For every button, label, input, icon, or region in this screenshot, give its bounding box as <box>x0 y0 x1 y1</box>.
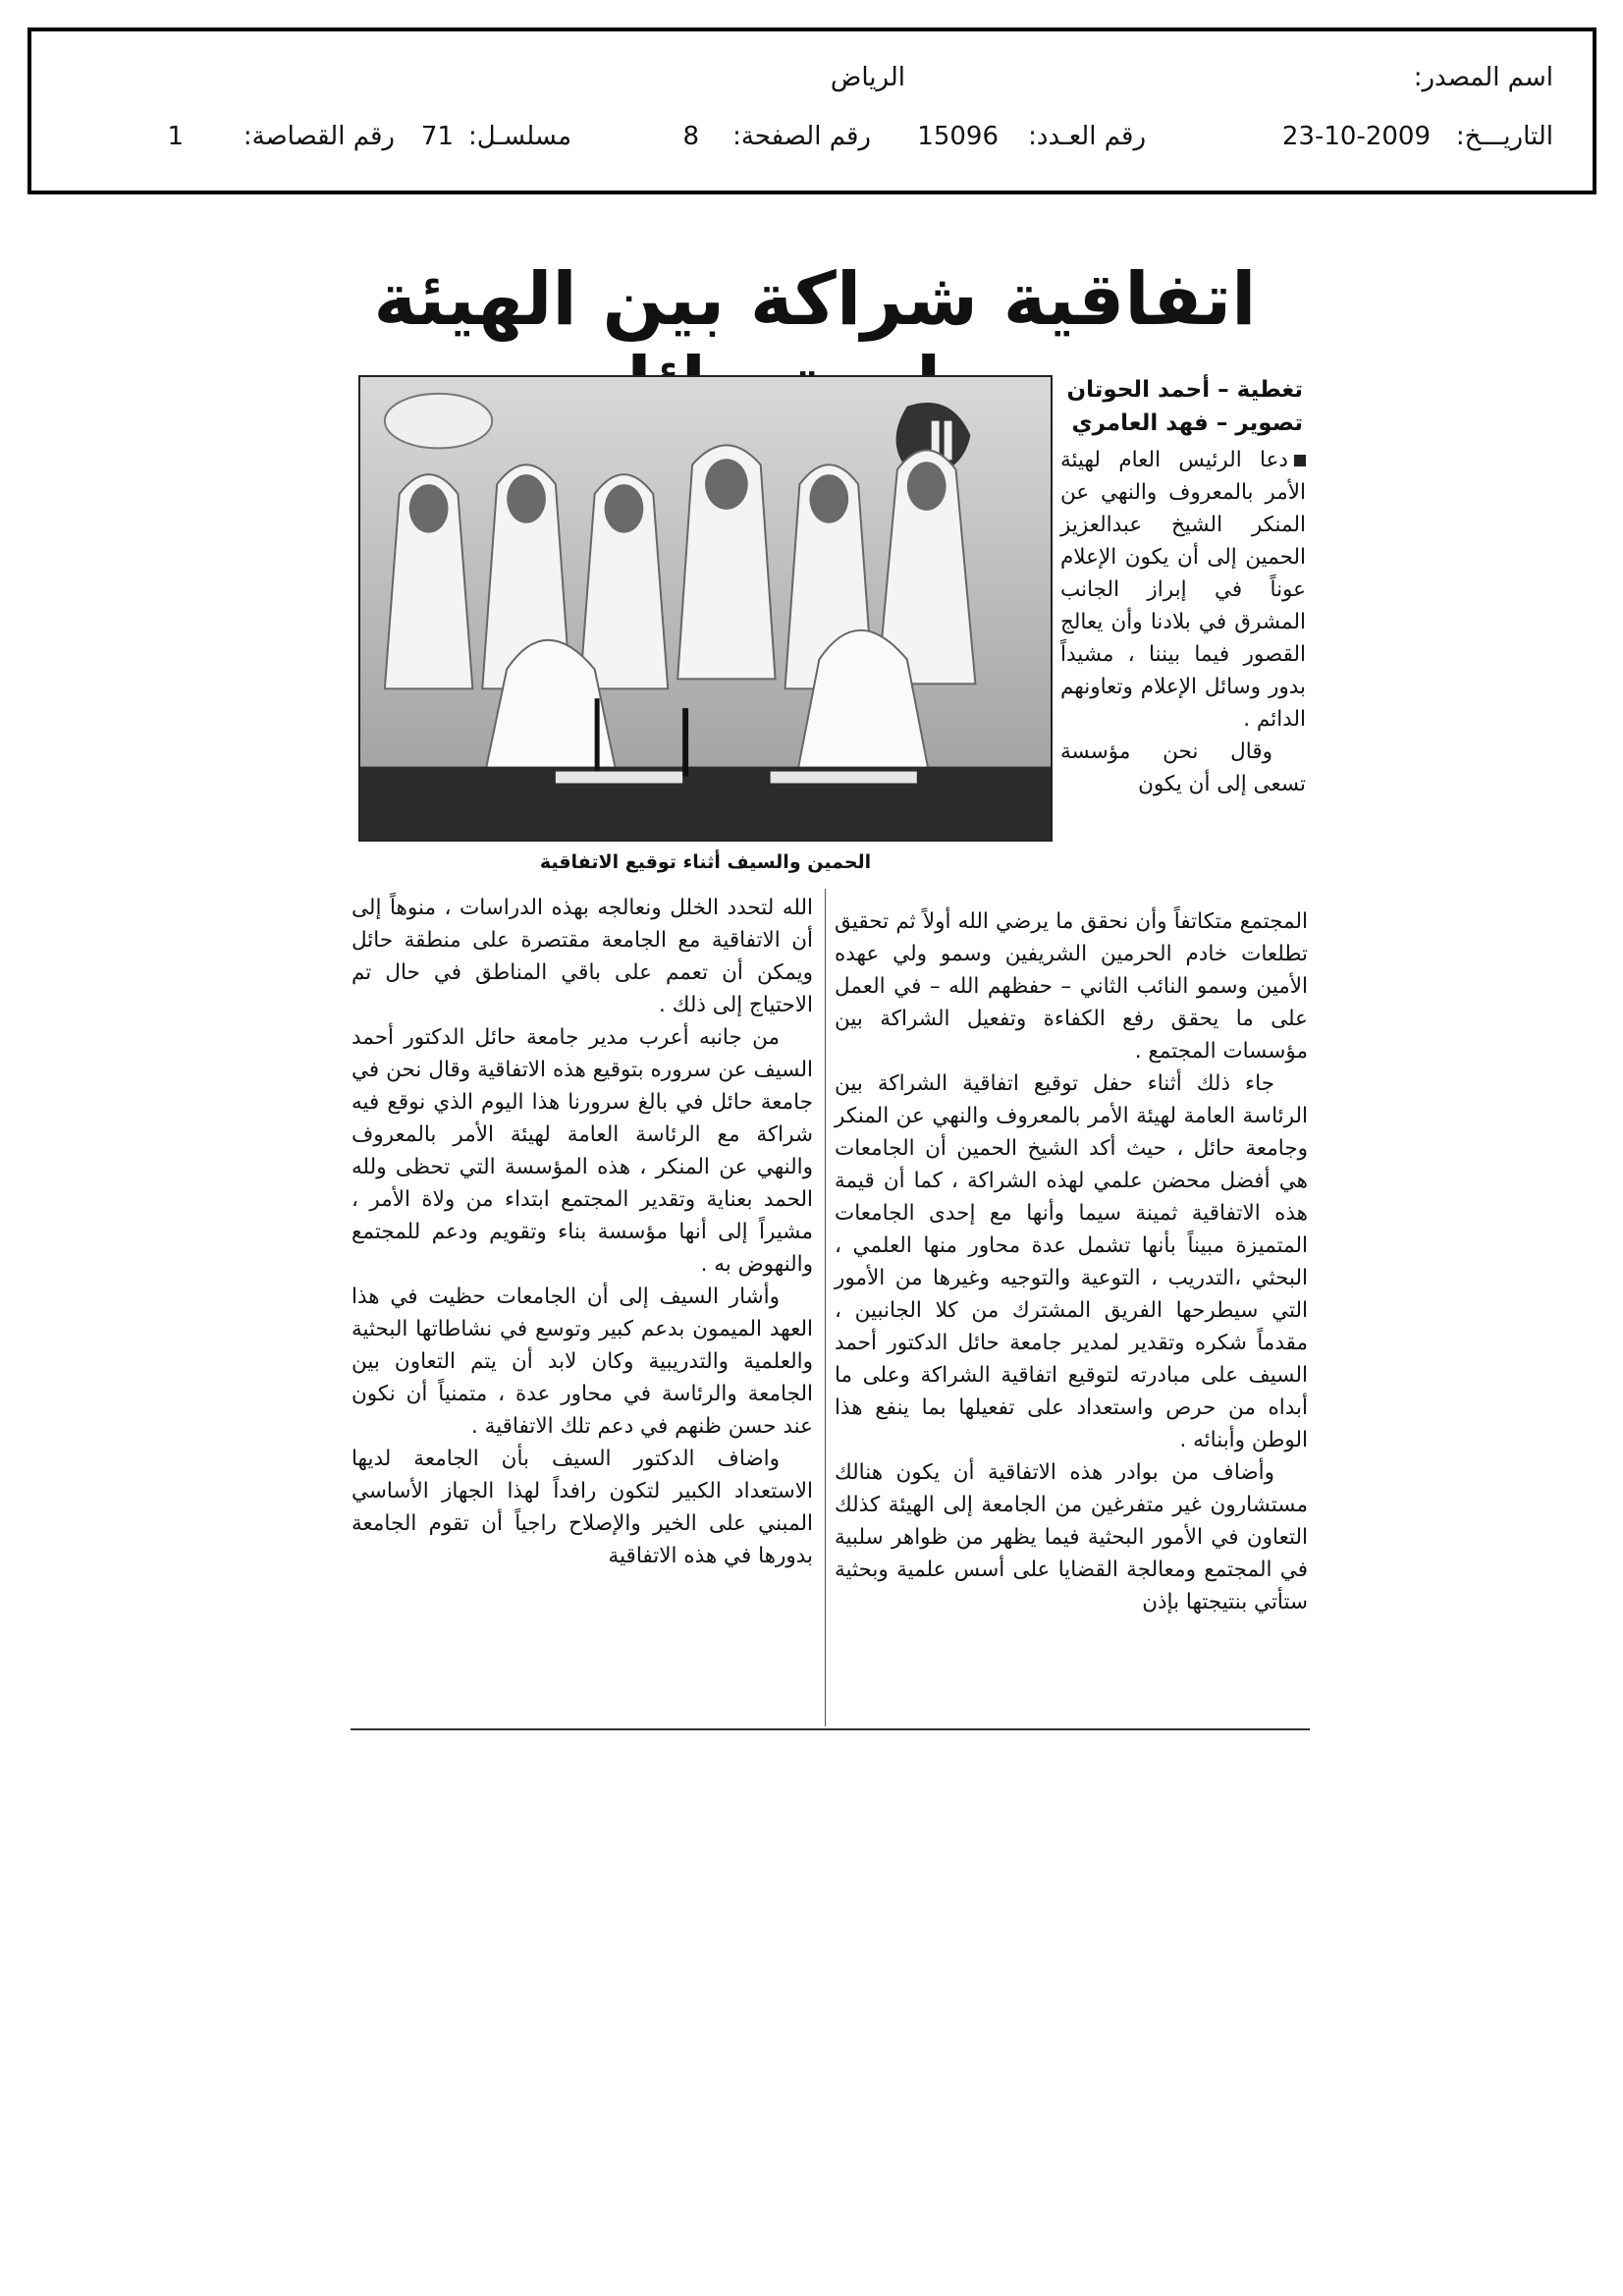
article-column-right <box>1060 444 1306 800</box>
source-label: اسم المصدر: <box>1413 63 1553 92</box>
article-bottom-rule <box>351 1728 1310 1730</box>
bullet-square-icon <box>1294 455 1306 466</box>
paragraph: الله لتحدد الخلل ونعالجه بهذه الدراسات ، منوهاً إلى أن الاتفاقية مع الجامعة مقتصرة على منطقة حائل ويمكن أن تعمم على باقي المناطق في حال تم الاحتياج إلى ذلك . <box>352 896 813 1017</box>
clip-label: رقم القصاصة: <box>243 122 395 151</box>
paragraph <box>1060 444 1306 736</box>
issue-value: 15096 <box>917 122 999 151</box>
byline-photography: تصوير – فهد العامري <box>1071 410 1303 436</box>
article-column-middle <box>835 905 1308 1618</box>
header-row-details <box>71 122 1553 171</box>
photo-caption: الحمين والسيف أثناء توقيع الاتفاقية <box>539 851 872 873</box>
clipping-metadata-box <box>27 27 1596 194</box>
clip-value: 1 <box>167 122 184 151</box>
page-value: 8 <box>682 122 699 151</box>
issue-label: رقم العـدد: <box>1028 122 1146 151</box>
header-row-source <box>71 63 1553 102</box>
serial-label: مسلسـل: <box>468 122 571 151</box>
article-column-left <box>352 892 813 1572</box>
signing-ceremony-photo <box>358 375 1053 842</box>
paragraph-text: دعا الرئيس العام لهيئة الأمر بالمعروف والنهي عن المنكر الشيخ عبدالعزيز الحمين إلى أن يكون الإعلام عوناً في إبراز الجانب المشرق في بلادنا وأن يعالج القصور فيما بيننا ، مشيداً بدور وسائل الإعلام وتعاونهم الدائم . <box>1060 448 1306 732</box>
paragraph: وأضاف من بوادر هذه الاتفاقية أن يكون هنالك مستشارون غير متفرغين من الجامعة إلى الهيئة كذلك التعاون في الأمور البحثية فيما يظهر من ظواهر سلبية في المجتمع ومعالجة القضايا على أسس علمية وبحثية ستأتي بنتيجتها بإذن <box>835 1460 1308 1614</box>
paragraph: واضاف الدكتور السيف بأن الجامعة لديها الاستعداد الكبير لتكون رافداً لهذا الجهاز الأساسي المبني على الخير والإصلاح راجياً أن تقوم الجامعة بدورها في هذه الاتفاقية <box>352 1447 813 1568</box>
column-divider <box>825 889 826 1726</box>
serial-value: 71 <box>420 122 454 151</box>
article-title: اتفاقية شراكة بين الهيئة <box>373 257 1257 342</box>
paragraph: وقال نحن مؤسسة تسعى إلى أن يكون <box>1060 739 1306 796</box>
date-value: 23-10-2009 <box>1281 122 1431 151</box>
photo-illustration <box>360 377 1051 840</box>
paragraph: المجتمع متكاتفاً وأن نحقق ما يرضي الله أولاً ثم تحقيق تطلعات خادم الحرمين الشريفين وسمو ولي عهده الأمين وسمو النائب الثاني – حفظهم الله – في العمل على ما يحقق رفع الكفاءة وتفعيل الشراكة بين مؤسسات المجتمع . <box>835 909 1308 1064</box>
source-value: الرياض <box>830 63 905 92</box>
page-label: رقم الصفحة: <box>732 122 871 151</box>
paragraph: من جانبه أعرب مدير جامعة حائل الدكتور أحمد السيف عن سروره بتوقيع هذه الاتفاقية وقال نحن في جامعة حائل في بالغ سرورنا هذا اليوم الذي نوقع فيه شراكة مع الرئاسة العامة لهيئة الأمر بالمعروف والنهي عن المنكر ، هذه المؤسسة التي تحظى ولله الحمد بعناية وتقدير المجتمع ابتداء من ولاة الأمر ، مشيراً إلى أنها مؤسسة بناء وتقويم ودعم للمجتمع والنهوض به . <box>352 1025 813 1277</box>
paragraph: جاء ذلك أثناء حفل توقيع اتفاقية الشراكة بين الرئاسة العامة لهيئة الأمر بالمعروف والنهي عن المنكر وجامعة حائل ، حيث أكد الشيخ الحمين أن الجامعات هي أفضل محضن علمي لهذه الشراكة ، كما أن قيمة هذه الاتفاقية ثمينة سيما وأنها مع إحدى الجامعات المتميزة مبيناً بأنها تشمل عدة محاور منها العلمي ، البحثي ،التدريب ، التوعية والتوجيه وغيرها من الأمور التي سيطرحها الفريق المشترك من كلا الجانبين ، مقدماً شكره وتقدير لمدير جامعة حائل الدكتور أحمد السيف على مبادرته لتوقيع اتفاقية الشراكة وعلى ما أبداه من حرص واستعداد على تفعيلها بما ينفع هذا الوطن وأبنائه . <box>835 1071 1308 1452</box>
paragraph: وأشار السيف إلى أن الجامعات حظيت في هذا العهد الميمون بدعم كبير وتوسع في نشاطاتها البحثية والعلمية والتدريبية وكان لابد أن يتم التعاون بين الجامعة والرئاسة في محاور عدة ، متمنياً أن نكون عند حسن ظنهم في دعم تلك الاتفاقية . <box>352 1285 813 1439</box>
date-label: التاريـــخ: <box>1455 122 1553 151</box>
byline-coverage: تغطية – أحمد الحوتان <box>1066 377 1303 403</box>
